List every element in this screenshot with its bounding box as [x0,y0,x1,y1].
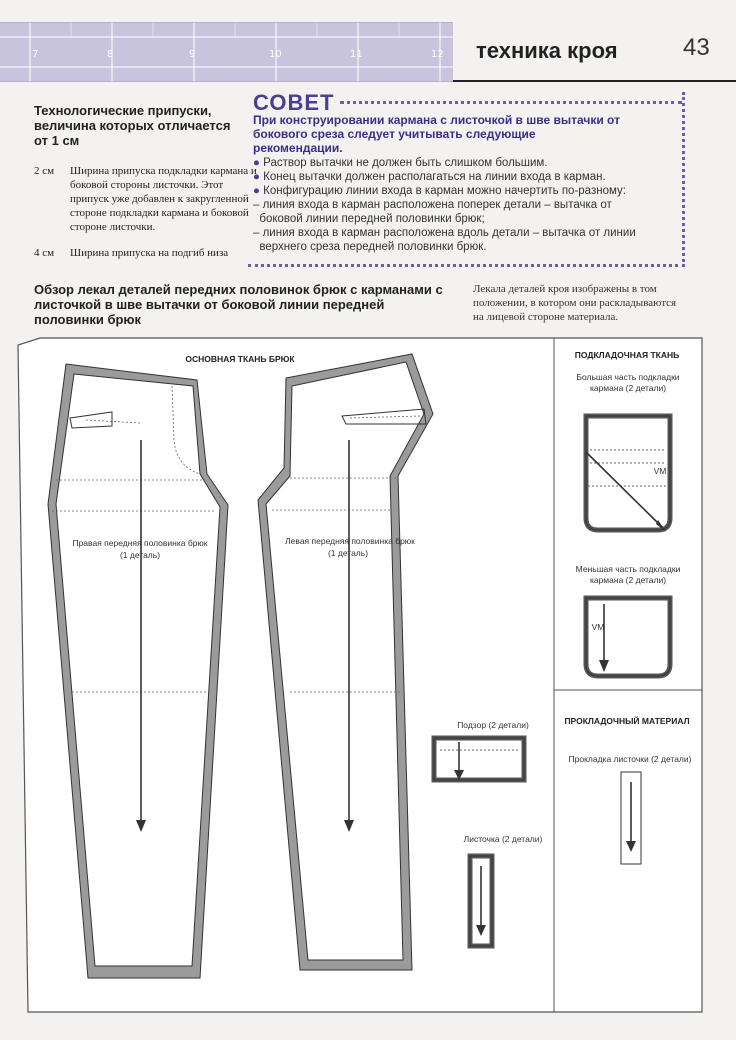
tip-dash: верхнего среза передней половинки брюк. [259,241,487,253]
right-half-count: (1 деталь) [119,550,161,560]
tip-dash: – линия входа в карман расположена вдоль детали – вытачка от линии [253,227,636,239]
larger-lining-label: Большая часть подкладки кармана (2 детали) [576,372,680,393]
lining-fabric-heading: ПОДКЛАДОЧНАЯ ТКАНЬ [574,350,680,360]
facing-piece [434,738,524,780]
welt-label: Листочка (2 детали) [463,834,543,844]
ruler-number: 10 [269,49,282,60]
section-title: техника кроя [476,38,618,63]
smaller-lining-label: Меньшая часть подкладки кармана (2 детали) [575,564,681,585]
tip-bullet: ● Раствор вытачки не должен быть слишком большим. [253,157,548,169]
tip-bullet: ● Конфигурацию линии входа в карман можно начертить по-разному: [253,185,626,197]
tip-lead: При конструировании кармана с листочкой в шве вытачки от бокового среза следует учитывать следующие рекомендации. [253,113,620,155]
page-number: 43 [683,34,710,61]
allowances-title: Технологические припуски, величина которых отличается от 1 см [34,103,231,148]
left-half-label: Левая передняя половинка брюк [285,536,415,546]
smaller-lining-piece [586,598,670,676]
ruler-number: 9 [189,49,196,60]
tip-title: СОВЕТ [253,90,335,115]
tip-dash: – линия входа в карман расположена поперек детали – вытачка от [253,199,612,211]
allowance-size: 4 см [34,247,55,259]
main-fabric-heading: ОСНОВНАЯ ТКАНЬ БРЮК [185,354,295,364]
welt-interfacing-label: Прокладка листочки (2 детали) [568,754,692,764]
welt-piece [470,856,492,946]
vm-mark: VM [591,622,605,632]
ruler-number: 7 [32,49,39,60]
left-half-count: (1 деталь) [327,548,369,558]
overview-title: Обзор лекал деталей передних половинок брюк с карманами с листочкой в шве вытачки от боковой линии передней половинки брюк [34,282,443,327]
tip-dash: боковой линии передней половинки брюк; [259,213,485,225]
facing-label: Подзор (2 детали) [457,720,529,730]
allowance-size: 2 см [34,165,55,177]
right-half-label: Правая передняя половинка брюк [72,538,208,548]
allowance-text: Ширина припуска подкладки кармана и боковой стороны листочки. Этот припуск уже добавлен к закругленной стороне подкладки кармана и боковой стороне листочки. [70,165,257,233]
vm-mark: VM [653,466,667,476]
welt-interfacing-piece [621,772,641,864]
interfacing-heading: ПРОКЛАДОЧНЫЙ МАТЕРИАЛ [564,716,690,726]
ruler-number: 8 [107,49,114,60]
tip-bullet: ● Конец вытачки должен располагаться на линии входа в карман. [253,171,606,183]
ruler-number: 11 [350,49,363,60]
overview-note: Лекала деталей кроя изображены в том положении, в котором они раскладываются на лицевой стороне материала. [473,283,677,323]
ruler-number: 12 [431,49,444,60]
allowance-text: Ширина припуска на подгиб низа [70,247,229,259]
